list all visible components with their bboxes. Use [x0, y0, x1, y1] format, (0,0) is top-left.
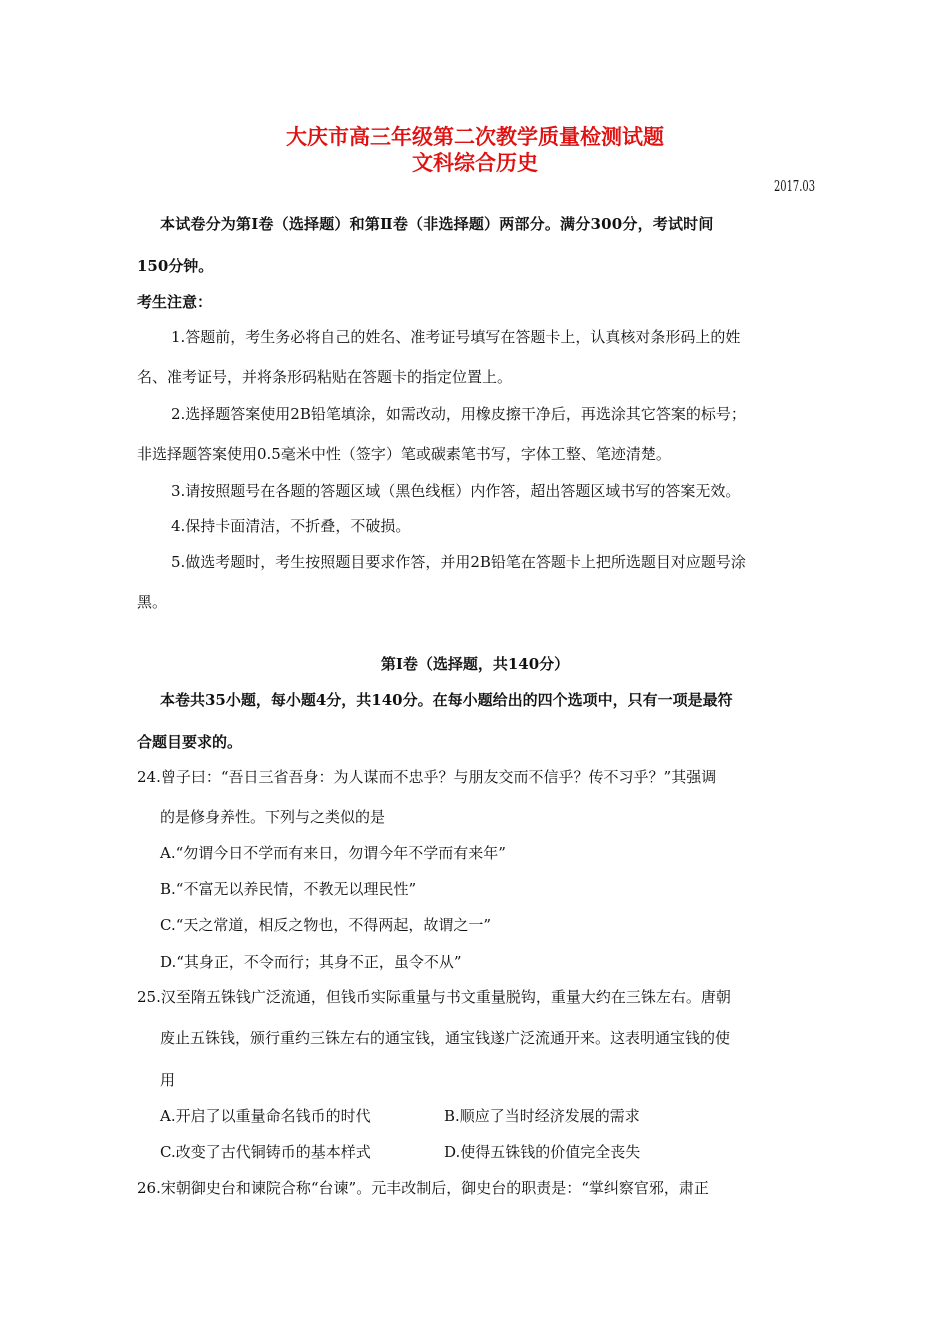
exam-title: 大庆市高三年级第二次教学质量检测试题	[286, 124, 664, 149]
notice-item-1-line-2: 名、准考证号，并将条形码粘贴在答题卡的指定位置上。	[137, 368, 513, 386]
q24-option-d: D.“其身正，不令而行；其身不正，虽令不从”	[160, 953, 462, 971]
q24-option-a: A.“勿谓今日不学而有来日，勿谓今年不学而有来年”	[160, 844, 506, 862]
q25-option-d: D.使得五铢钱的价值完全丧失	[444, 1143, 641, 1161]
q25-option-b: B.顺应了当时经济发展的需求	[444, 1107, 640, 1125]
exam-date: 2017.03	[774, 177, 816, 195]
q25-stem-line-1: 25.汉至隋五铢钱广泛流通，但钱币实际重量与书文重量脱钩，重量大约在三铢左右。唐朝	[137, 988, 731, 1006]
q24-stem-line-1: 24.曾子曰：“吾日三省吾身：为人谋而不忠乎？与朋友交而不信乎？传不习乎？”其强调	[137, 768, 717, 786]
notice-item-5-line-1: 5.做选考题时，考生按照题目要求作答，并用2B铅笔在答题卡上把所选题目对应题号涂	[171, 553, 746, 571]
notice-heading: 考生注意：	[137, 293, 213, 311]
section-1-desc-line-2: 合题目要求的。	[137, 733, 243, 751]
section-1-heading: 第Ⅰ卷（选择题，共140分）	[380, 655, 570, 673]
q26-stem-line-1: 26.宋朝御史台和谏院合称“台谏”。元丰改制后，御史台的职责是：“掌纠察官邪，肃正	[137, 1179, 709, 1197]
notice-item-2-line-2: 非选择题答案使用0.5毫米中性（签字）笔或碳素笔书写，字体工整、笔迹清楚。	[137, 445, 671, 463]
notice-item-4: 4.保持卡面清洁，不折叠，不破损。	[171, 517, 411, 535]
q25-stem-line-2: 废止五铢钱，颁行重约三铢左右的通宝钱，通宝钱遂广泛流通开来。这表明通宝钱的使	[160, 1029, 731, 1047]
notice-item-1-line-1: 1.答题前，考生务必将自己的姓名、准考证号填写在答题卡上，认真核对条形码上的姓	[171, 328, 741, 346]
section-1-desc-line-1: 本卷共35小题，每小题4分，共140分。在每小题给出的四个选项中，只有一项是最符	[160, 691, 733, 709]
q25-option-c: C.改变了古代铜铸币的基本样式	[160, 1143, 371, 1161]
q25-stem-line-3: 用	[160, 1071, 176, 1089]
notice-item-5-line-2: 黑。	[137, 593, 168, 611]
exam-subtitle: 文科综合历史	[412, 150, 538, 175]
intro-line-1: 本试卷分为第Ⅰ卷（选择题）和第Ⅱ卷（非选择题）两部分。满分300分，考试时间	[160, 215, 714, 233]
q24-option-b: B.“不富无以养民情，不教无以理民性”	[160, 880, 417, 898]
q25-option-a: A.开启了以重量命名钱币的时代	[160, 1107, 371, 1125]
notice-item-2-line-1: 2.选择题答案使用2B铅笔填涂，如需改动，用橡皮擦干净后，再选涂其它答案的标号；	[171, 405, 746, 423]
notice-item-3: 3.请按照题号在各题的答题区域（黑色线框）内作答，超出答题区域书写的答案无效。	[171, 482, 741, 500]
q24-stem-line-2: 的是修身养性。下列与之类似的是	[160, 808, 386, 826]
q24-option-c: C.“天之常道，相反之物也，不得两起，故谓之一”	[160, 916, 492, 934]
intro-line-2: 150分钟。	[137, 257, 214, 275]
